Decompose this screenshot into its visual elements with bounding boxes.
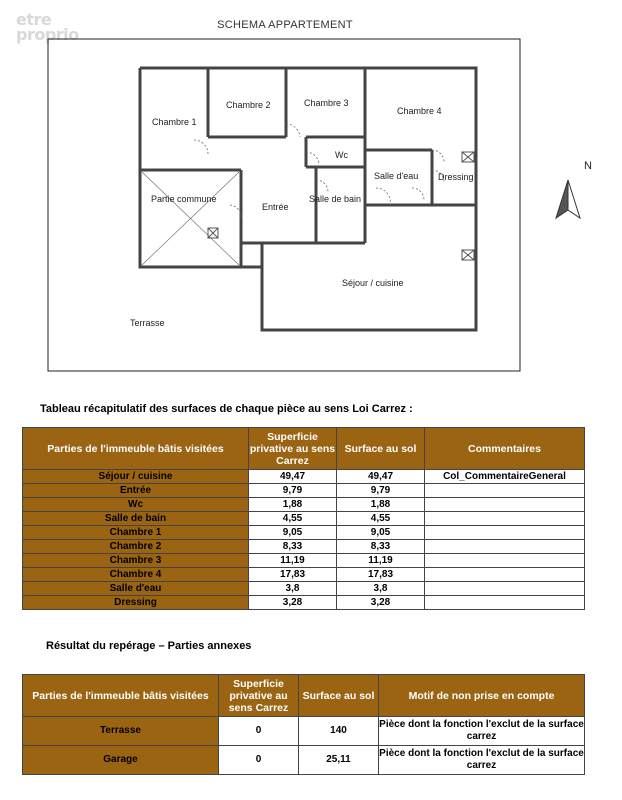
room-name-cell: Wc [23, 498, 249, 512]
table2-title: Résultat du repérage – Parties annexes [46, 640, 252, 652]
watermark-line2: proprio [16, 25, 79, 44]
col-header-carrez: Superficie privative au sens Carrez [219, 675, 299, 717]
room-name-cell: Chambre 3 [23, 554, 249, 568]
room-label-sejour: Séjour / cuisine [342, 278, 404, 288]
col-header-carrez: Superficie privative au sens Carrez [249, 428, 337, 470]
table-row [23, 540, 585, 554]
room-name-cell: Garage [23, 746, 219, 775]
room-label-entree: Entrée [262, 202, 289, 212]
room-label-dressing: Dressing [438, 172, 474, 182]
carrez-value-cell: 3,8 [249, 582, 337, 596]
carrez-value-cell: 11,19 [249, 554, 337, 568]
room-label-partie-commune: Partie commune [151, 194, 217, 204]
comment-cell [425, 540, 585, 554]
room-name-cell: Terrasse [23, 717, 219, 746]
col-header-parties: Parties de l'immeuble bâtis visitées [23, 428, 249, 470]
comment-cell [425, 498, 585, 512]
plan-title: SCHEMA APPARTEMENT [217, 19, 353, 31]
north-arrow-icon [556, 180, 580, 218]
table-row [23, 484, 585, 498]
comment-cell [425, 582, 585, 596]
room-label-chambre4: Chambre 4 [397, 106, 442, 116]
room-name-cell: Entrée [23, 484, 249, 498]
table-row [23, 596, 585, 610]
col-header-motif: Motif de non prise en compte [379, 675, 585, 717]
room-name-cell: Dressing [23, 596, 249, 610]
table-row [23, 470, 585, 484]
sol-value-cell: 9,05 [337, 526, 425, 540]
col-header-commentaires: Commentaires [425, 428, 585, 470]
sol-value-cell: 3,28 [337, 596, 425, 610]
col-header-sol: Surface au sol [299, 675, 379, 717]
table-row [23, 554, 585, 568]
carrez-value-cell: 0 [219, 746, 299, 775]
sol-value-cell: 3,8 [337, 582, 425, 596]
room-name-cell: Séjour / cuisine [23, 470, 249, 484]
room-name-cell: Chambre 2 [23, 540, 249, 554]
table-row [23, 512, 585, 526]
room-label-chambre1: Chambre 1 [152, 117, 197, 127]
room-name-cell: Chambre 4 [23, 568, 249, 582]
room-label-salle-d-eau: Salle d'eau [374, 171, 419, 181]
carrez-value-cell: 0 [219, 717, 299, 746]
room-label-chambre2: Chambre 2 [226, 100, 271, 110]
carrez-value-cell: 9,05 [249, 526, 337, 540]
comment-cell [425, 512, 585, 526]
partie-commune-hatch [142, 172, 239, 265]
sol-value-cell: 1,88 [337, 498, 425, 512]
sol-value-cell: 17,83 [337, 568, 425, 582]
north-label: N [584, 160, 592, 172]
room-label-salle-de-bain: Salle de bain [309, 194, 362, 204]
room-label-chambre3: Chambre 3 [304, 98, 349, 108]
table-row [23, 717, 585, 746]
comment-cell [425, 568, 585, 582]
sol-value-cell: 140 [299, 717, 379, 746]
surfaces-table [22, 427, 585, 610]
carrez-value-cell: 8,33 [249, 540, 337, 554]
table1-title: Tableau récapitulatif des surfaces de chaque pièce au sens Loi Carrez : [40, 403, 413, 415]
room-name-cell: Salle de bain [23, 512, 249, 526]
room-label-wc: Wc [335, 150, 348, 160]
table-row [23, 526, 585, 540]
comment-cell [425, 526, 585, 540]
sol-value-cell: 25,11 [299, 746, 379, 775]
table-row [23, 746, 585, 775]
motif-cell: Pièce dont la fonction l'exclut de la surface carrez [379, 746, 585, 775]
carrez-value-cell: 1,88 [249, 498, 337, 512]
motif-cell: Pièce dont la fonction l'exclut de la surface carrez [379, 717, 585, 746]
table-row [23, 582, 585, 596]
comment-cell [425, 484, 585, 498]
watermark-line1: etre [16, 10, 52, 29]
carrez-value-cell: 9,79 [249, 484, 337, 498]
room-label-terrasse: Terrasse [130, 318, 165, 328]
sol-value-cell: 8,33 [337, 540, 425, 554]
carrez-value-cell: 3,28 [249, 596, 337, 610]
comment-cell [425, 554, 585, 568]
sol-value-cell: 4,55 [337, 512, 425, 526]
comment-cell [425, 596, 585, 610]
col-header-sol: Surface au sol [337, 428, 425, 470]
sol-value-cell: 11,19 [337, 554, 425, 568]
annexes-table [22, 674, 585, 775]
table-row [23, 498, 585, 512]
carrez-value-cell: 17,83 [249, 568, 337, 582]
carrez-value-cell: 4,55 [249, 512, 337, 526]
col-header-parties: Parties de l'immeuble bâtis visitées [23, 675, 219, 717]
room-name-cell: Chambre 1 [23, 526, 249, 540]
table-row [23, 568, 585, 582]
comment-cell: Col_CommentaireGeneral [425, 470, 585, 484]
sol-value-cell: 9,79 [337, 484, 425, 498]
carrez-value-cell: 49,47 [249, 470, 337, 484]
room-name-cell: Salle d'eau [23, 582, 249, 596]
sol-value-cell: 49,47 [337, 470, 425, 484]
